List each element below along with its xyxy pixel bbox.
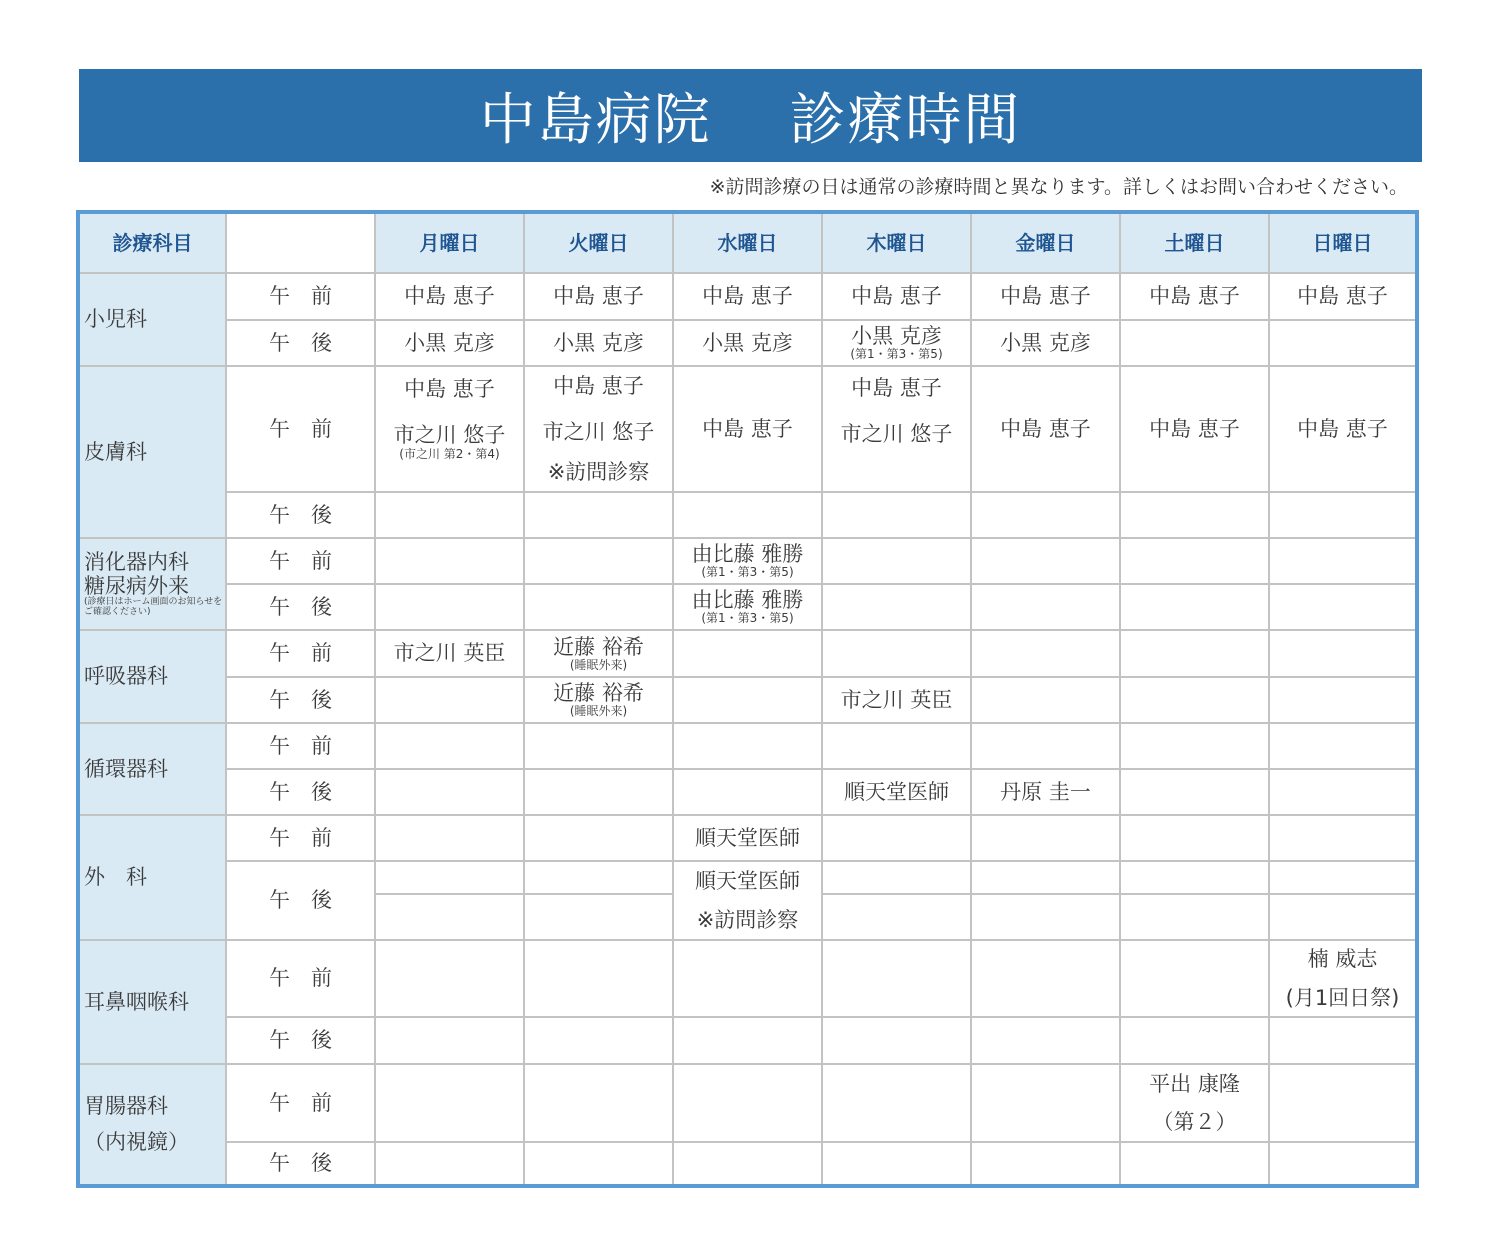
schedule-note: (第1・第3・第5) [850,347,943,362]
schedule-note: (睡眠外来) [569,657,628,672]
period-pm: 午 後 [226,320,375,366]
cell [524,584,673,630]
cell: 小黒 克彦 [375,320,524,366]
cell [524,677,673,723]
cell [524,894,673,940]
table-row [78,723,1417,769]
cell [1269,492,1417,538]
schedule-note: (月1回日祭) [1285,985,1400,1010]
cell [971,815,1120,861]
dept-endoscopy-label: （内視鏡） [84,1129,189,1154]
cell: 中島 恵子 [1120,366,1269,492]
period-am: 午 前 [226,723,375,769]
cell [1120,320,1269,366]
header-day-thu: 木曜日 [822,212,971,273]
dept-surgery: 外 科 [78,815,226,940]
doctor-name: 市之川 悠子 [393,423,506,448]
cell: 小黒 克彦 [971,320,1120,366]
table-row [78,1142,1417,1186]
table-row [78,1017,1417,1064]
doctor-name: 順天堂医師 [695,869,800,894]
cell: 中島 恵子 [673,273,822,320]
schedule-note: (第1・第3・第5) [701,565,794,580]
cell [673,723,822,769]
table-row [78,320,1417,366]
cell [1269,1017,1417,1064]
cell [1269,677,1417,723]
cell [1120,677,1269,723]
cell [375,584,524,630]
cell: 丹原 圭一 [971,769,1120,815]
notice-text: ※訪問診療の日は通常の診療時間と異なります。詳しくはお問い合わせください。 [709,176,1408,198]
cell: 中島 恵子 [971,273,1120,320]
cell [524,1142,673,1186]
cell [971,538,1120,584]
period-am: 午 前 [226,815,375,861]
dept-gastro-diabetes [78,538,226,630]
cell: 中島 恵子 [1269,366,1417,492]
table-row [78,538,1417,584]
header-day-wed: 水曜日 [673,212,822,273]
title-banner [79,69,1422,162]
cell [822,538,971,584]
cell [375,723,524,769]
cell: 中島 恵子 [1120,273,1269,320]
doctor-name: 近藤 裕希 [553,634,644,659]
visit-note: ※訪問診察 [547,460,650,485]
schedule-note: (市之川 第2・第4) [399,446,500,461]
table-row [78,1064,1417,1142]
doctor-name: 中島 恵子 [851,375,942,400]
table-row [78,815,1417,861]
cell: 順天堂医師 [822,769,971,815]
cell [822,366,971,492]
doctor-name: 楠 威志 [1307,947,1378,972]
dept-pediatrics: 小児科 [78,273,226,366]
cell [822,1142,971,1186]
dept-gastro-label: 消化器内科 [84,549,189,574]
cell [1120,1142,1269,1186]
header-day-fri: 金曜日 [971,212,1120,273]
cell [822,1064,971,1142]
period-pm: 午 後 [226,677,375,723]
dept-ent: 耳鼻咽喉科 [78,940,226,1064]
cell [673,1142,822,1186]
table-row [78,630,1417,677]
cell [524,538,673,584]
cell [971,1142,1120,1186]
table-row [78,584,1417,630]
cell [1120,538,1269,584]
dept-respiratory: 呼吸器科 [78,630,226,723]
cell [673,630,822,677]
period-am: 午 前 [226,273,375,320]
cell [1120,894,1269,940]
cell [524,366,673,492]
doctor-name: 由比藤 雅勝 [691,588,804,613]
cell [524,630,673,677]
period-am: 午 前 [226,630,375,677]
doctor-name: 中島 恵子 [553,373,644,398]
dept-cardiology: 循環器科 [78,723,226,815]
cell [1120,1017,1269,1064]
cell [822,861,971,894]
cell [1120,815,1269,861]
header-blank [226,212,375,273]
dept-gi-label: 胃腸器科 [84,1093,168,1118]
cell [375,492,524,538]
cell [1120,630,1269,677]
cell [1269,320,1417,366]
cell: 市之川 英臣 [822,677,971,723]
cell [971,861,1120,894]
cell [1269,940,1417,1017]
cell [524,1017,673,1064]
dept-diabetes-label: 糖尿病外来 [84,574,189,599]
cell [375,894,524,940]
cell [524,861,673,894]
cell [971,584,1120,630]
doctor-name: 小黒 克彦 [851,324,942,349]
doctor-name: 市之川 悠子 [542,419,655,444]
doctor-name: 平出 康隆 [1149,1071,1240,1096]
cell: 小黒 克彦 [673,320,822,366]
cell [1120,940,1269,1017]
cell [375,538,524,584]
cell [673,492,822,538]
cell: 小黒 克彦 [524,320,673,366]
table-row [78,861,1417,894]
cell [1269,723,1417,769]
header-day-tue: 火曜日 [524,212,673,273]
cell [673,1017,822,1064]
cell [971,492,1120,538]
cell [1269,630,1417,677]
cell [1269,861,1417,894]
cell [1120,861,1269,894]
cell [673,769,822,815]
cell [524,940,673,1017]
cell [822,940,971,1017]
doctor-name: 近藤 裕希 [553,681,644,706]
cell [971,1017,1120,1064]
header-day-sat: 土曜日 [1120,212,1269,273]
period-am: 午 前 [226,538,375,584]
header-row [78,212,1417,273]
cell: 中島 恵子 [673,366,822,492]
cell [971,723,1120,769]
period-pm: 午 後 [226,769,375,815]
cell [822,630,971,677]
dept-dermatology: 皮膚科 [78,366,226,538]
cell [1269,538,1417,584]
cell [822,894,971,940]
cell [375,366,524,492]
table-row [78,273,1417,320]
cell [1269,584,1417,630]
period-pm: 午 後 [226,492,375,538]
cell [971,630,1120,677]
cell [524,492,673,538]
cell [971,677,1120,723]
cell: 中島 恵子 [1269,273,1417,320]
table-row [78,492,1417,538]
cell [673,940,822,1017]
cell [524,723,673,769]
cell: 中島 恵子 [971,366,1120,492]
table-row [78,677,1417,723]
cell [673,1064,822,1142]
cell [673,538,822,584]
cell [1269,1142,1417,1186]
table-row [78,940,1417,1017]
dept-gi-endoscopy [78,1064,226,1186]
doctor-name: 由比藤 雅勝 [691,542,804,567]
cell [524,769,673,815]
table-row [78,769,1417,815]
cell [375,1017,524,1064]
doctor-name: 中島 恵子 [404,377,495,402]
schedule-note: (睡眠外来) [569,704,628,719]
cell [375,1142,524,1186]
cell [375,769,524,815]
cell [1269,1064,1417,1142]
period-am: 午 前 [226,1064,375,1142]
cell [673,677,822,723]
schedule-note: (第1・第3・第5) [701,611,794,626]
cell [822,320,971,366]
header-day-sun: 日曜日 [1269,212,1417,273]
cell [1120,723,1269,769]
period-am: 午 前 [226,366,375,492]
cell [524,815,673,861]
cell [1269,815,1417,861]
page-title: 中島病院 診療時間 [479,87,1022,153]
cell [524,1064,673,1142]
cell [1120,769,1269,815]
period-pm: 午 後 [226,584,375,630]
cell [673,861,822,940]
period-pm: 午 後 [226,1017,375,1064]
period-pm: 午 後 [226,861,375,940]
cell: 中島 恵子 [375,273,524,320]
visit-note: ※訪問診察 [696,907,799,932]
cell [375,677,524,723]
cell [375,861,524,894]
cell [822,815,971,861]
cell [1269,769,1417,815]
cell [375,815,524,861]
dept-gastro-note: (診療日はホーム画面のお知らせを ご確認ください) [84,597,223,618]
schedule-note: （第２） [1152,1110,1237,1134]
cell [673,584,822,630]
cell [822,492,971,538]
cell: 順天堂医師 [673,815,822,861]
cell [822,584,971,630]
cell [822,723,971,769]
cell [971,894,1120,940]
cell: 中島 恵子 [524,273,673,320]
period-pm: 午 後 [226,1142,375,1186]
header-dept: 診療科目 [78,212,226,273]
cell [971,1064,1120,1142]
table-row [78,366,1417,492]
schedule-table [76,210,1419,1188]
cell: 市之川 英臣 [375,630,524,677]
cell [1120,584,1269,630]
cell [375,940,524,1017]
header-day-mon: 月曜日 [375,212,524,273]
cell [971,940,1120,1017]
period-am: 午 前 [226,940,375,1017]
doctor-name: 市之川 悠子 [840,422,953,446]
cell [1120,492,1269,538]
cell [822,1017,971,1064]
cell: 中島 恵子 [822,273,971,320]
cell [375,1064,524,1142]
cell [1120,1064,1269,1142]
cell [1269,894,1417,940]
